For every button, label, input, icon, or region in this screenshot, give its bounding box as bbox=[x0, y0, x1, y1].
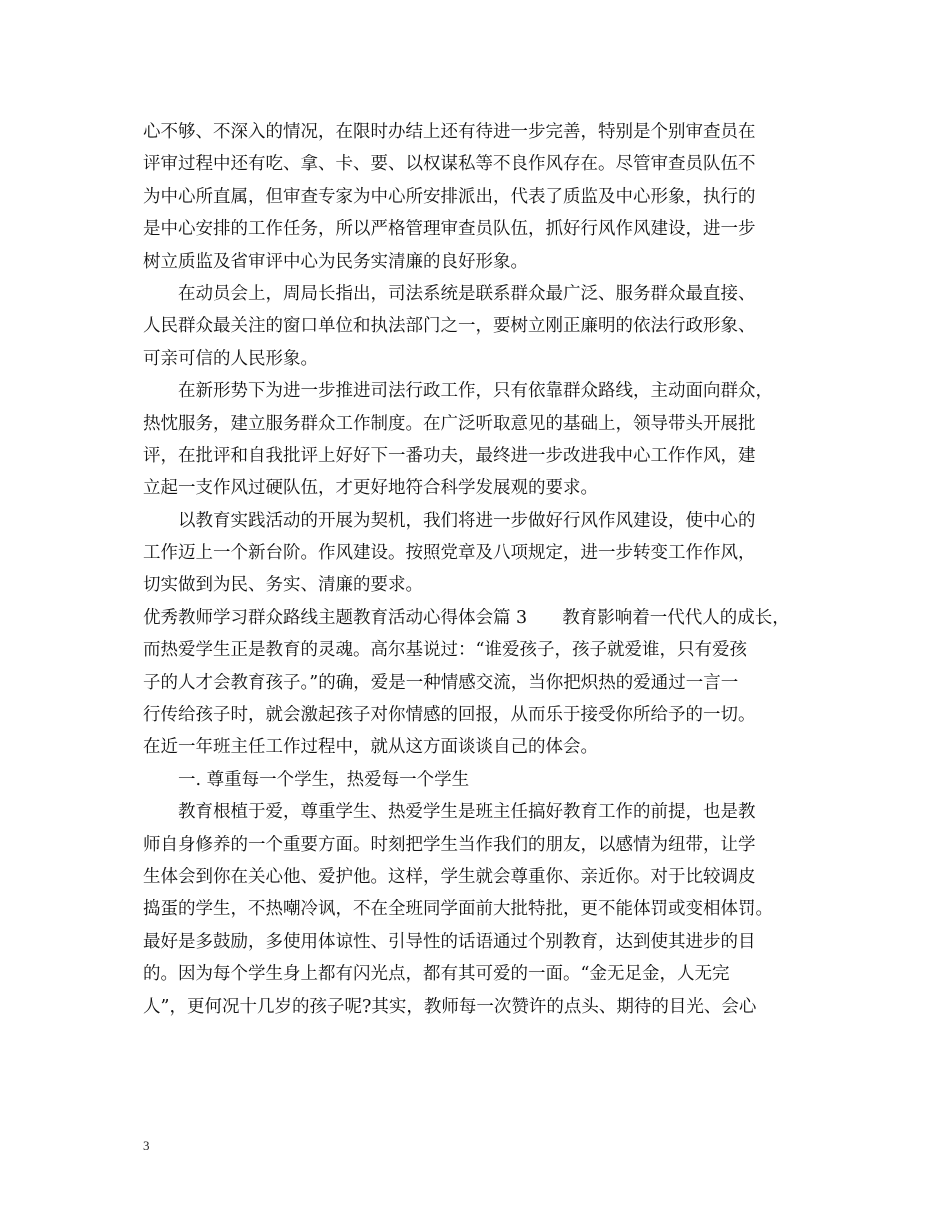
text-line: 热忱服务，建立服务群众工作制度。在广泛听取意见的基础上，领导带头开展批 bbox=[143, 413, 756, 434]
text-line: 教育根植于爱，尊重学生、热爱学生是班主任搞好教育工作的前提，也是教 bbox=[178, 802, 756, 823]
text-line: 优秀教师学习群众路线主题教育活动心得体会篇 3 教育影响着一代代人的成长， bbox=[143, 607, 790, 628]
text-line: 工作迈上一个新台阶。作风建设。按照党章及八项规定，进一步转变工作作风， bbox=[143, 543, 756, 564]
text-line: 师自身修养的一个重要方面。时刻把学生当作我们的朋友，以感情为纽带，让学 bbox=[143, 834, 756, 855]
text-line: 生体会到你在关心他、爱护他。这样，学生就会尊重你、亲近你。对于比较调皮 bbox=[143, 866, 756, 887]
text-line: 切实做到为民、务实、清廉的要求。 bbox=[143, 575, 423, 596]
text-line: 捣蛋的学生，不热嘲冷讽，不在全班同学面前大批特批，更不能体罚或变相体罚。 bbox=[143, 899, 773, 920]
text-line: 在新形势下为进一步推进司法行政工作，只有依靠群众路线，主动面向群众， bbox=[178, 381, 773, 402]
page-number: 3 bbox=[143, 1138, 150, 1153]
text-line: 为中心所直属，但审查专家为中心所安排派出，代表了质监及中心形象，执行的 bbox=[143, 186, 756, 207]
text-line: 的。因为每个学生身上都有闪光点，都有其可爱的一面。“金无足金，人无完 bbox=[143, 964, 730, 985]
text-line: 而热爱学生正是教育的灵魂。高尔基说过：“谁爱孩子，孩子就爱谁，只有爱孩 bbox=[143, 640, 747, 661]
text-line: 立起一支作风过硬队伍，才更好地符合科学发展观的要求。 bbox=[143, 478, 598, 499]
text-line: 在动员会上，周局长指出，司法系统是联系群众最广泛、服务群众最直接、 bbox=[178, 283, 756, 304]
body-text bbox=[143, 116, 823, 1023]
text-line: 子的人才会教育孩子。”的确，爱是一种情感交流，当你把炽热的爱通过一言一 bbox=[143, 672, 739, 693]
text-line: 行传给孩子时，就会激起孩子对你情感的回报，从而乐于接受你所给予的一切。 bbox=[143, 705, 756, 726]
text-line: 一. 尊重每一个学生，热爱每一个学生 bbox=[178, 769, 470, 790]
text-line: 评审过程中还有吃、拿、卡、要、以权谋私等不良作风存在。尽管审查员队伍不 bbox=[143, 154, 756, 175]
text-line: 人民群众最关注的窗口单位和执法部门之一，要树立刚正廉明的依法行政形象、 bbox=[143, 316, 756, 337]
text-line: 在近一年班主任工作过程中，就从这方面谈谈自己的体会。 bbox=[143, 737, 598, 758]
text-line: 是中心安排的工作任务，所以严格管理审查员队伍，抓好行风作风建设，进一步 bbox=[143, 219, 756, 240]
text-line: 可亲可信的人民形象。 bbox=[143, 348, 318, 369]
text-line: 树立质监及省审评中心为民务实清廉的良好形象。 bbox=[143, 251, 528, 272]
text-line: 评，在批评和自我批评上好好下一番功夫，最终进一步改进我中心工作作风，建 bbox=[143, 445, 756, 466]
text-line: 最好是多鼓励，多使用体谅性、引导性的话语通过个别教育，达到使其进步的目 bbox=[143, 931, 756, 952]
text-line: 心不够、不深入的情况，在限时办结上还有待进一步完善，特别是个别审查员在 bbox=[143, 122, 756, 142]
text-line: 以教育实践活动的开展为契机，我们将进一步做好行风作风建设，使中心的 bbox=[178, 510, 756, 531]
text-line: 人”，更何况十几岁的孩子呢?其实，教师每一次赞许的点头、期待的目光、会心 bbox=[143, 996, 757, 1017]
